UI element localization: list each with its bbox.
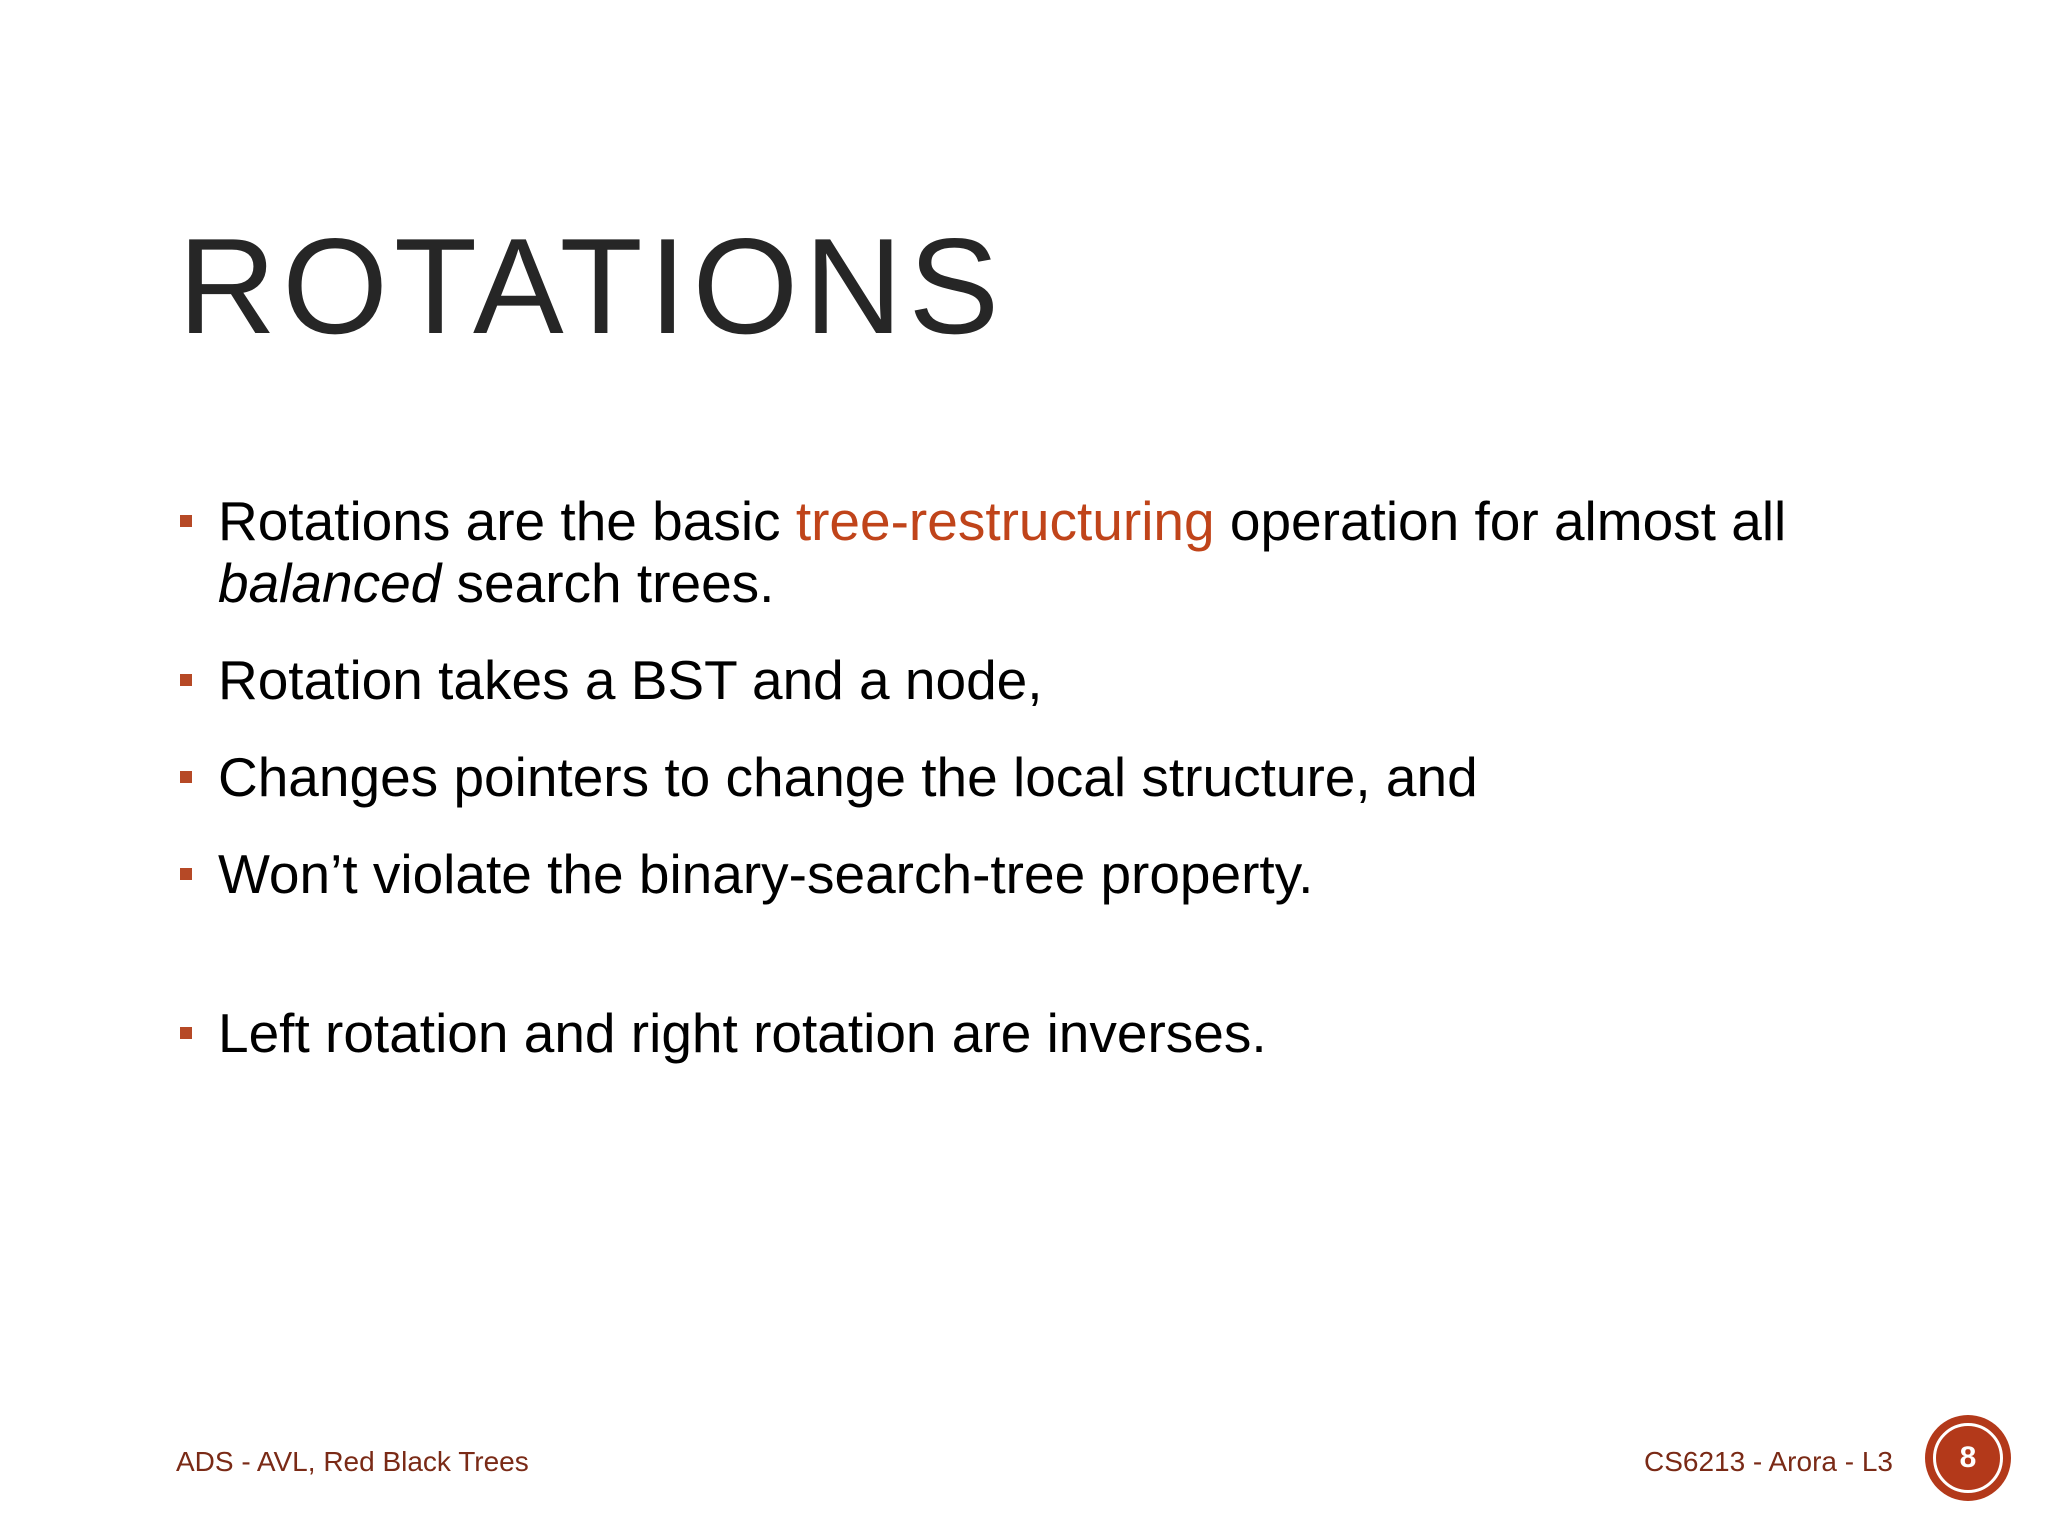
bullet-text-2: Rotation takes a BST and a node, (218, 649, 1043, 711)
bullet-item-2 (178, 649, 1878, 711)
bullet-item-3 (178, 746, 1878, 808)
bullet-item-5 (178, 1002, 1878, 1064)
bullet-item-4 (178, 843, 1878, 905)
square-bullet-icon (180, 868, 192, 880)
bullet-text-1a: Rotations are the basic (218, 490, 796, 552)
page-number: 8 (1933, 1423, 2003, 1493)
bullet-item-1 (178, 490, 1878, 614)
bullet-text-5: Left rotation and right rotation are inverses. (218, 1002, 1267, 1064)
bullet-text-1b: operation for almost all (1214, 490, 1787, 552)
highlight-text-tree-restructuring: tree-restructuring (795, 490, 1215, 552)
bullet-list (178, 490, 1878, 1099)
page-number-badge (1928, 1418, 2008, 1498)
footer-right-text: CS6213 - Arora - L3 (1643, 1446, 1893, 1477)
bullet-text-4: Won’t violate the binary-search-tree property. (218, 843, 1314, 905)
bullet-text-3: Changes pointers to change the local structure, and (218, 746, 1478, 808)
footer-left-text: ADS - AVL, Red Black Trees (176, 1446, 529, 1477)
italic-text-balanced: balanced (218, 552, 442, 614)
square-bullet-icon (180, 771, 192, 783)
square-bullet-icon (180, 674, 192, 686)
bullet-text-1c: search trees. (441, 552, 775, 614)
square-bullet-icon (180, 1027, 192, 1039)
square-bullet-icon (180, 515, 192, 527)
slide-title: ROTATIONS (178, 210, 1006, 362)
